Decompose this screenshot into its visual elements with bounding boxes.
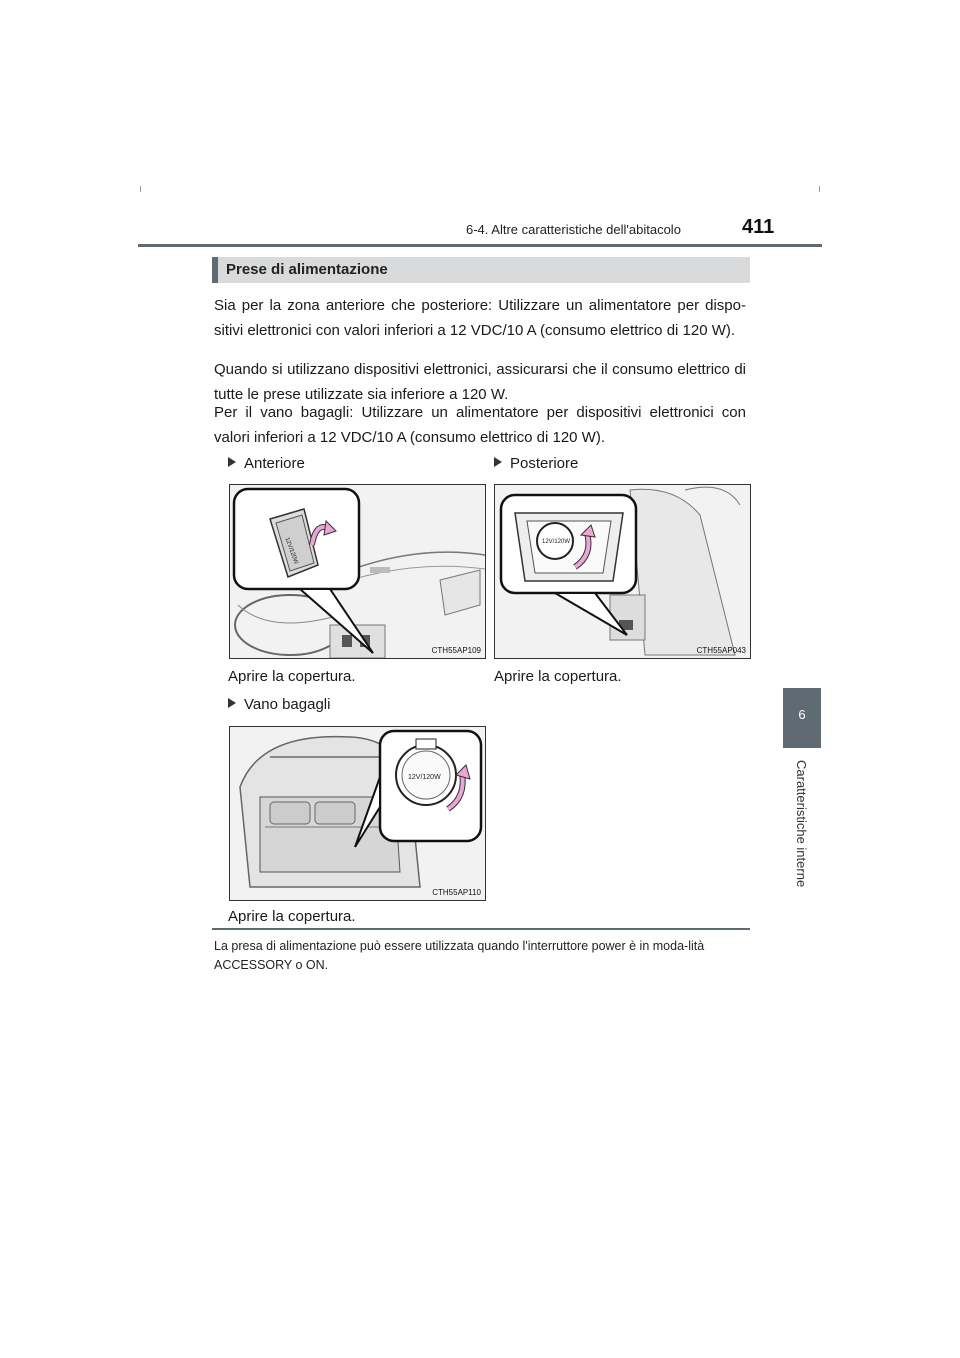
section-accent	[212, 257, 218, 283]
figure-front-socket	[229, 484, 486, 659]
caption-luggage: Aprire la copertura.	[228, 908, 356, 925]
socket-label-rear: 12V/120W	[542, 539, 571, 545]
paragraph-2: Quando si utilizzano dispositivi elettronici, assicurarsi che il consumo elettrico di tutte le prese utilizzate sia inferiore a 120 W.	[214, 361, 746, 403]
section-title: Prese di alimentazione	[226, 261, 388, 278]
figure-luggage-socket	[229, 726, 486, 901]
header-rule	[138, 244, 822, 247]
caption-front: Aprire la copertura.	[228, 668, 356, 685]
section-title-bar	[212, 257, 750, 283]
running-header: 6-4. Altre caratteristiche dell'abitacolo	[466, 222, 681, 237]
bullet-triangle-icon	[228, 698, 236, 708]
chapter-label: Caratteristiche interne	[794, 760, 809, 888]
figure-code-front: CTH55AP109	[431, 646, 481, 655]
luggage-area-illustration	[230, 727, 485, 900]
figure-rear-socket	[494, 484, 751, 659]
chapter-number: 6	[798, 707, 806, 722]
figure-heading-rear: Posteriore	[494, 455, 578, 472]
figure-code-rear: CTH55AP043	[696, 646, 746, 655]
note-text: La presa di alimentazione può essere utilizzata quando l'interruttore power è in moda-lità ACCESSORY o ON.	[214, 939, 705, 972]
caption-rear: Aprire la copertura.	[494, 668, 622, 685]
paragraph-3: Per il vano bagagli: Utilizzare un alimentatore per dispositivi elettronici con valori inferiori a 12 VDC/10 A (consumo elettrico di 120 W).	[214, 404, 746, 446]
page-number: 411	[742, 216, 775, 238]
rear-console-illustration	[495, 485, 750, 658]
socket-label-luggage: 12V/120W	[408, 774, 441, 781]
crop-mark-left	[140, 186, 141, 192]
front-console-illustration	[230, 485, 485, 658]
note-rule	[212, 928, 750, 930]
crop-mark-right	[819, 186, 820, 192]
socket-label-front: 12V/120W	[283, 536, 299, 566]
bullet-triangle-icon	[228, 457, 236, 467]
bullet-triangle-icon	[494, 457, 502, 467]
paragraph-1: Sia per la zona anteriore che posteriore: Utilizzare un alimentatore per dispo-sitivi elettronici con valori inferiori a 12 VDC/10 A (consumo elettrico di 120 W).	[214, 297, 746, 339]
figure-heading-luggage: Vano bagagli	[228, 696, 330, 713]
figure-code-luggage: CTH55AP110	[432, 888, 481, 897]
figure-heading-front: Anteriore	[228, 455, 305, 472]
